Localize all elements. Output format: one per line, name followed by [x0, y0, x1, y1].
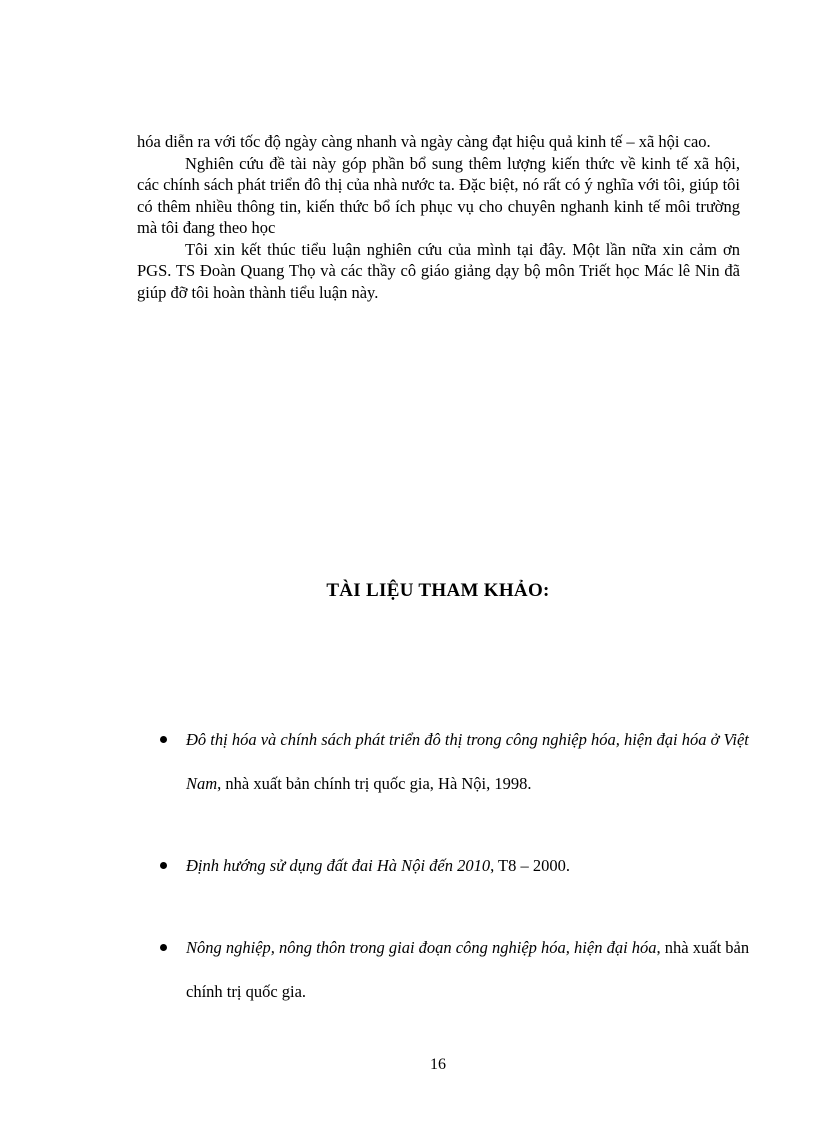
reference-title: Định hướng sử dụng đất đai Hà Nội đến 2010 — [186, 856, 491, 875]
bullet-icon — [160, 944, 167, 951]
references-list — [160, 718, 760, 1014]
references-heading: TÀI LIỆU THAM KHẢO: — [326, 580, 550, 601]
paragraph-continuation: hóa diễn ra với tốc độ ngày càng nhanh và ngày càng đạt hiệu quả kinh tế – xã hội cao. — [137, 132, 711, 151]
reference-details: , T8 – 2000. — [490, 856, 571, 875]
paragraph-acknowledgement: Tôi xin kết thúc tiểu luận nghiên cứu của mình tại đây. Một lần nữa xin cảm ơn PGS. TS Đoàn Quang Thọ và các thầy cô giáo giảng dạy bộ môn Triết học Mác lê Nin đã giúp đỡ tôi hoàn thành tiểu luận này. — [137, 239, 740, 302]
page-number: 16 — [430, 1056, 446, 1073]
reference-title: Nông nghiệp, nông thôn trong giai đoạn công nghiệp hóa, hiện đại hóa — [186, 938, 657, 957]
reference-item — [160, 844, 760, 888]
body-text — [137, 131, 740, 303]
reference-item — [160, 926, 760, 1014]
reference-title: Đô thị hóa và chính sách phát triển đô thị trong công nghiệp hóa, hiện đại hóa ở Việt Nam — [186, 730, 749, 793]
paragraph-research-contribution: Nghiên cứu đề tài này góp phần bổ sung thêm lượng kiến thức về kinh tế xã hội, các chính sách phát triển đô thị của nhà nước ta. Đặc biệt, nó rất có ý nghĩa với tôi, giúp tôi có thêm nhiều thông tin, kiến thức bổ ích phục vụ cho chuyên nghanh kinh tế môi trường mà tôi đang theo học — [137, 153, 740, 237]
bullet-icon — [160, 736, 167, 743]
reference-details: , nhà xuất bản chính trị quốc gia. — [186, 938, 750, 1001]
bullet-icon — [160, 862, 167, 869]
reference-details: , nhà xuất bản chính trị quốc gia, Hà Nội, 1998. — [217, 774, 532, 793]
reference-item — [160, 718, 760, 806]
